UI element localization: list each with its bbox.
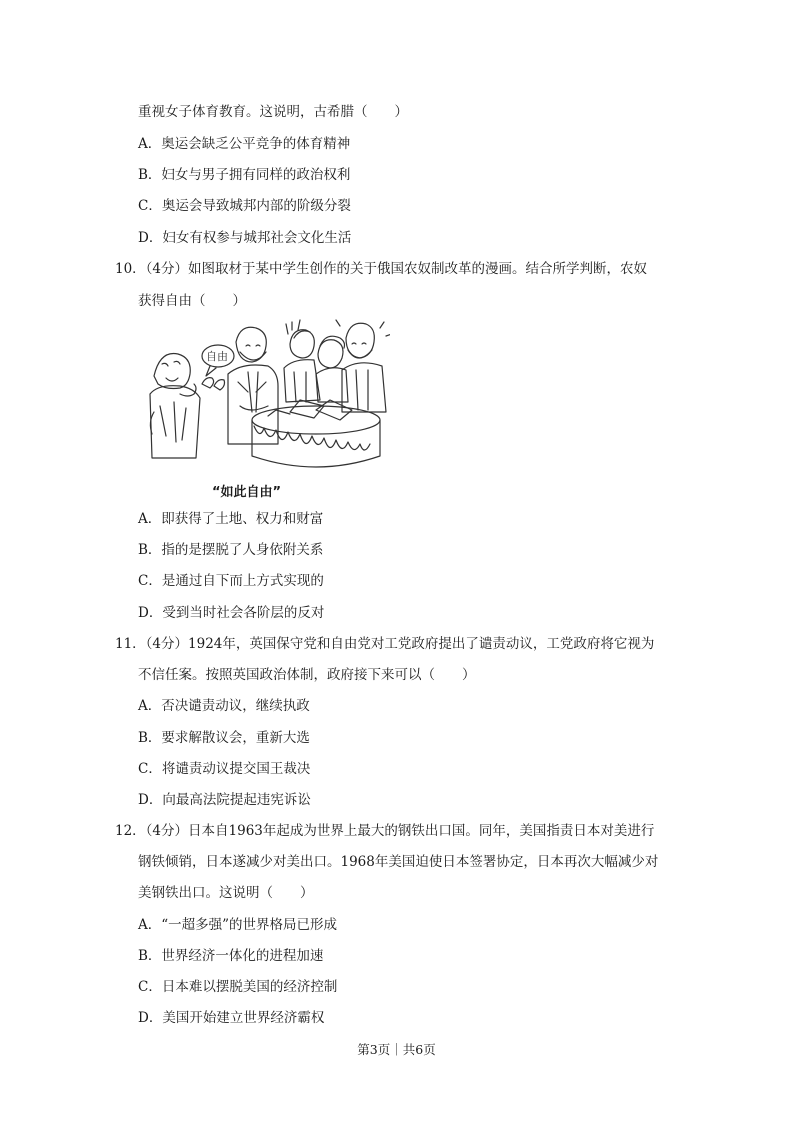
q11-stem-line2: 不信任案。按照英国政治体制，政府接下来可以（ ） — [138, 667, 476, 683]
q12-stem-line2: 钢铁倾销，日本遂减少对美出口。1968年美国迫使日本签署协定，日本再次大幅减少对 — [138, 854, 659, 870]
q12-stem-line3: 美钢铁出口。这说明（ ） — [138, 885, 314, 901]
noble-figure-4 — [336, 320, 390, 412]
q11-option-c: C．将谴责动议提交国王裁决 — [138, 761, 311, 777]
q12-option-d: D．美国开始建立世界经济霸权 — [138, 1010, 325, 1026]
q10-option-a: A．即获得了土地、权力和财富 — [138, 511, 324, 527]
peasant-figure — [150, 353, 200, 458]
q9-option-b: B．妇女与男子拥有同样的政治权利 — [138, 167, 351, 183]
q10-option-d: D．受到当时社会各阶层的反对 — [138, 605, 325, 621]
serf-reform-cartoon — [140, 316, 390, 472]
q9-stem-continuation: 重视女子体育教育。这说明，古希腊（ ） — [138, 104, 408, 120]
page-footer: 第3页｜共6页 — [357, 1042, 436, 1057]
q11-option-d: D．向最高法院提起违宪诉讼 — [138, 792, 311, 808]
bubble-text: 自由 — [206, 350, 228, 363]
q10-option-c: C．是通过自下而上方式实现的 — [138, 573, 324, 589]
q11-option-a: A．否决谴责动议，继续执政 — [138, 698, 310, 714]
q9-option-a: A．奥运会缺乏公平竞争的体育精神 — [138, 136, 351, 152]
q10-stem-line2: 获得自由（ ） — [138, 293, 246, 309]
q10-stem-line1: 10．（4分）如图取材于某中学生创作的关于俄国农奴制改革的漫画。结合所学判断，农奴 — [115, 261, 648, 277]
q9-option-c: C．奥运会导致城邦内部的阶级分裂 — [138, 198, 351, 214]
q12-option-b: B．世界经济一体化的进程加速 — [138, 948, 324, 964]
q9-option-d: D．妇女有权参与城邦社会文化生活 — [138, 230, 352, 246]
q12-option-c: C．日本难以摆脱美国的经济控制 — [138, 979, 338, 995]
noble-figure-1 — [228, 327, 278, 444]
q11-stem-line1: 11．（4分）1924年，英国保守党和自由党对工党政府提出了谴责动议，工党政府将它视为 — [115, 636, 655, 652]
q10-option-b: B．指的是摆脱了人身依附关系 — [138, 542, 324, 558]
cartoon-caption: “如此自由” — [212, 485, 282, 500]
cake — [252, 400, 380, 467]
q12-option-a: A．“一超多强”的世界格局已形成 — [138, 917, 338, 933]
q11-option-b: B．要求解散议会，重新大选 — [138, 730, 310, 746]
noble-figure-2 — [284, 330, 320, 402]
q12-stem-line1: 12．（4分）日本自1963年起成为世界上最大的钢铁出口国。同年，美国指责日本对美进行 — [115, 823, 655, 839]
